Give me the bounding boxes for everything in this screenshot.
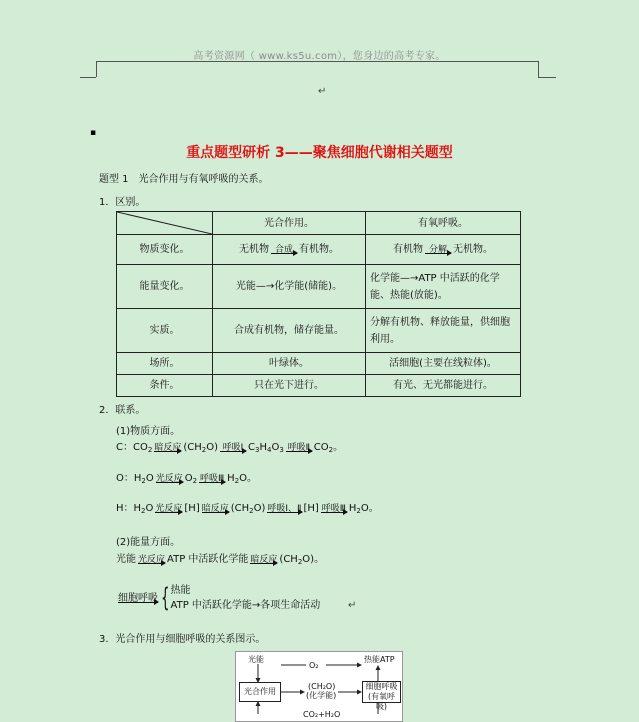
- text: C：CO: [116, 442, 148, 453]
- diagonal-line: [117, 212, 212, 234]
- brace-icon: {: [161, 583, 170, 613]
- arrow-line: [202, 512, 229, 513]
- arrow-line: [199, 482, 225, 483]
- subscript: 2: [249, 507, 254, 515]
- branch-heat: 热能: [170, 585, 191, 596]
- item-3-label: 3．光合作用与细胞呼吸的关系图示。: [99, 634, 266, 645]
- text: (CH: [183, 442, 202, 453]
- table-corner-cell: [117, 212, 213, 235]
- arrow-label: 呼吸Ⅲ: [199, 474, 225, 484]
- subscript: 2: [328, 446, 334, 454]
- text: [H]: [303, 503, 319, 514]
- cell-photo-condition: 只在光下进行。: [213, 375, 366, 397]
- reaction-arrow: [248, 556, 279, 564]
- text: 无机物。: [453, 244, 493, 255]
- text: O): [253, 503, 266, 514]
- text: H: [259, 442, 267, 453]
- arrow-line: [425, 253, 451, 254]
- arrow-label: 暗反应: [250, 555, 278, 565]
- text: 有机物: [393, 244, 423, 255]
- item-2-label: 2．联系。: [99, 405, 146, 416]
- arrow-line: [271, 253, 297, 254]
- table-row: [117, 375, 521, 397]
- bullet-mark: ▪: [90, 128, 97, 138]
- arrow-line: [138, 563, 165, 564]
- page-title: 重点题型研析 3——聚焦细胞代谢相关题型: [186, 145, 453, 161]
- subscript: 4: [266, 446, 272, 454]
- branch-atp: ATP 中活跃化学能→各项生命活动: [170, 600, 321, 611]
- arrow-label: 光反应: [138, 555, 166, 565]
- row-label: 能量变化。: [117, 265, 213, 309]
- arrow-line: [286, 451, 312, 452]
- arrow-line: [154, 451, 181, 452]
- energy-pathway: [116, 553, 324, 569]
- subscript: 2: [201, 446, 207, 454]
- box-respiration: [362, 681, 401, 711]
- arrow-label: 合成: [274, 245, 293, 255]
- arrow-label: 呼吸Ⅱ: [287, 443, 310, 453]
- arrow-label: 暗反应: [154, 443, 182, 453]
- hydrogen-pathway: [116, 502, 379, 518]
- text: O)。: [302, 554, 325, 565]
- label-heat-atp: 热能ATP: [364, 655, 395, 664]
- arrow-line: [155, 512, 182, 513]
- arrow-line: [220, 451, 246, 452]
- subscript: 2: [234, 477, 240, 485]
- text: 无机物: [239, 244, 269, 255]
- text: O。: [239, 473, 257, 484]
- text: O: [271, 442, 280, 453]
- text: O: [145, 473, 154, 484]
- table-header-row: [117, 212, 521, 235]
- comparison-table: [116, 211, 521, 397]
- arrow-label: 呼吸Ⅰ、Ⅱ: [267, 504, 302, 514]
- cell-photo-site: 叶绿体。: [213, 353, 366, 375]
- label-co2-h2o: CO₂+H₂O: [303, 710, 341, 719]
- arrow-label: 分解: [428, 245, 447, 255]
- label-ch2o: (CH₂O): [308, 682, 336, 691]
- text: CO: [313, 442, 329, 453]
- table-row: [117, 309, 521, 353]
- cell-resp-condition: 有光、无光都能进行。: [366, 375, 521, 397]
- subheading-matter: (1)物质方面。: [116, 426, 181, 437]
- table-row: [117, 353, 521, 375]
- subscript: 2: [356, 507, 361, 515]
- text: O): [206, 442, 218, 453]
- oxygen-pathway: [116, 472, 257, 488]
- cell-resp-site: 活细胞(主要在线粒体)。: [366, 353, 521, 375]
- arrow-line: [118, 602, 158, 603]
- subscript: 2: [147, 446, 153, 454]
- row-label: 实质。: [117, 309, 213, 353]
- text: O: [145, 503, 154, 514]
- col-header-respiration: 有氧呼吸。: [366, 212, 521, 235]
- crop-mark-left: [96, 61, 97, 77]
- reaction-arrow: [319, 505, 349, 513]
- cell-resp-energy: 化学能—→ATP 中活跃的化学能、热能(放能)。: [366, 265, 521, 309]
- carbon-pathway: [116, 441, 343, 457]
- reaction-arrow: [284, 444, 314, 452]
- arrow-label: 呼吸Ⅲ: [321, 504, 346, 514]
- subscript: 3: [254, 446, 260, 454]
- text: [H]: [184, 503, 200, 514]
- text: H: [348, 503, 357, 514]
- text: 有机物。: [299, 244, 339, 255]
- reaction-arrow: [136, 556, 167, 564]
- arrow-line: [250, 563, 277, 564]
- reaction-arrow: [423, 246, 453, 254]
- cell-resp-essence: 分解有机物、释放能量，供细胞利用。: [366, 309, 521, 353]
- text: O。: [360, 503, 379, 514]
- reaction-arrow: [154, 475, 185, 483]
- text: 光能: [116, 554, 136, 565]
- section-heading: 题型 1 光合作用与有氧呼吸的关系。: [99, 174, 269, 185]
- text: 。: [333, 442, 344, 453]
- respiration-energy: [116, 583, 320, 613]
- cell-photo-matter: [213, 235, 366, 265]
- reaction-arrow: [200, 505, 231, 513]
- arrow-label: 光反应: [155, 474, 183, 484]
- table-row: [117, 265, 521, 309]
- subheading-energy: (2)能量方面。: [116, 537, 181, 548]
- label-o2: O₂: [309, 661, 319, 670]
- text: O：H: [116, 473, 142, 484]
- arrow-line: [321, 512, 347, 513]
- cell-resp-matter: [366, 235, 521, 265]
- reaction-arrow: [116, 593, 160, 603]
- row-label: 条件。: [117, 375, 213, 397]
- subscript: 2: [297, 558, 303, 566]
- item-1-label: 1．区别。: [99, 197, 146, 208]
- text: H: [227, 473, 235, 484]
- crop-mark-left-h: [80, 77, 96, 78]
- text: H：H: [116, 503, 142, 514]
- row-label: 场所。: [117, 353, 213, 375]
- text: C: [247, 442, 255, 453]
- subscript: 2: [192, 477, 198, 485]
- cell-photo-energy: 光能—→化学能(储能)。: [213, 265, 366, 309]
- arrow-line: [156, 482, 183, 483]
- reaction-arrow: [265, 505, 303, 513]
- arrow-label: 细胞呼吸: [118, 593, 158, 604]
- subscript: 3: [279, 446, 284, 454]
- table-row: [117, 235, 521, 265]
- paragraph-mark: ↵: [348, 600, 357, 611]
- reaction-arrow: [269, 246, 299, 254]
- label-chemical-energy: (化学能): [306, 691, 337, 700]
- subscript: 2: [141, 507, 146, 515]
- col-header-photosynthesis: 光合作用。: [213, 212, 366, 235]
- text: ATP 中活跃化学能: [167, 554, 249, 565]
- text: (CH: [279, 554, 298, 565]
- relationship-diagram: [235, 651, 403, 722]
- arrow-label: 呼吸Ⅰ: [222, 443, 244, 453]
- resp-label: 细胞呼吸: [365, 682, 398, 691]
- reaction-arrow: [153, 505, 184, 513]
- text: O: [184, 473, 193, 484]
- page-header: 高考资源网（ www.ks5u.com），您身边的高考专家。: [193, 51, 446, 62]
- paragraph-mark: ↵: [318, 86, 327, 97]
- reaction-arrow: [218, 444, 248, 452]
- arrow-label: 光反应: [155, 504, 183, 514]
- crop-mark-right-h: [538, 77, 556, 78]
- row-label: 物质变化。: [117, 235, 213, 265]
- resp-sublabel: (有氧呼吸): [367, 692, 396, 711]
- label-light: 光能: [248, 655, 264, 664]
- reaction-arrow: [152, 444, 183, 452]
- arrow-label: 暗反应: [201, 504, 229, 514]
- arrow-line: [267, 512, 301, 513]
- branch-list: [171, 583, 321, 613]
- subscript: 2: [141, 477, 146, 485]
- text: (CH: [230, 503, 250, 514]
- reaction-arrow: [197, 475, 227, 483]
- crop-mark-right: [538, 61, 539, 77]
- header-rule: [96, 61, 538, 62]
- cell-photo-essence: 合成有机物，储存能量。: [213, 309, 366, 353]
- box-photosynthesis: 光合作用: [239, 682, 281, 702]
